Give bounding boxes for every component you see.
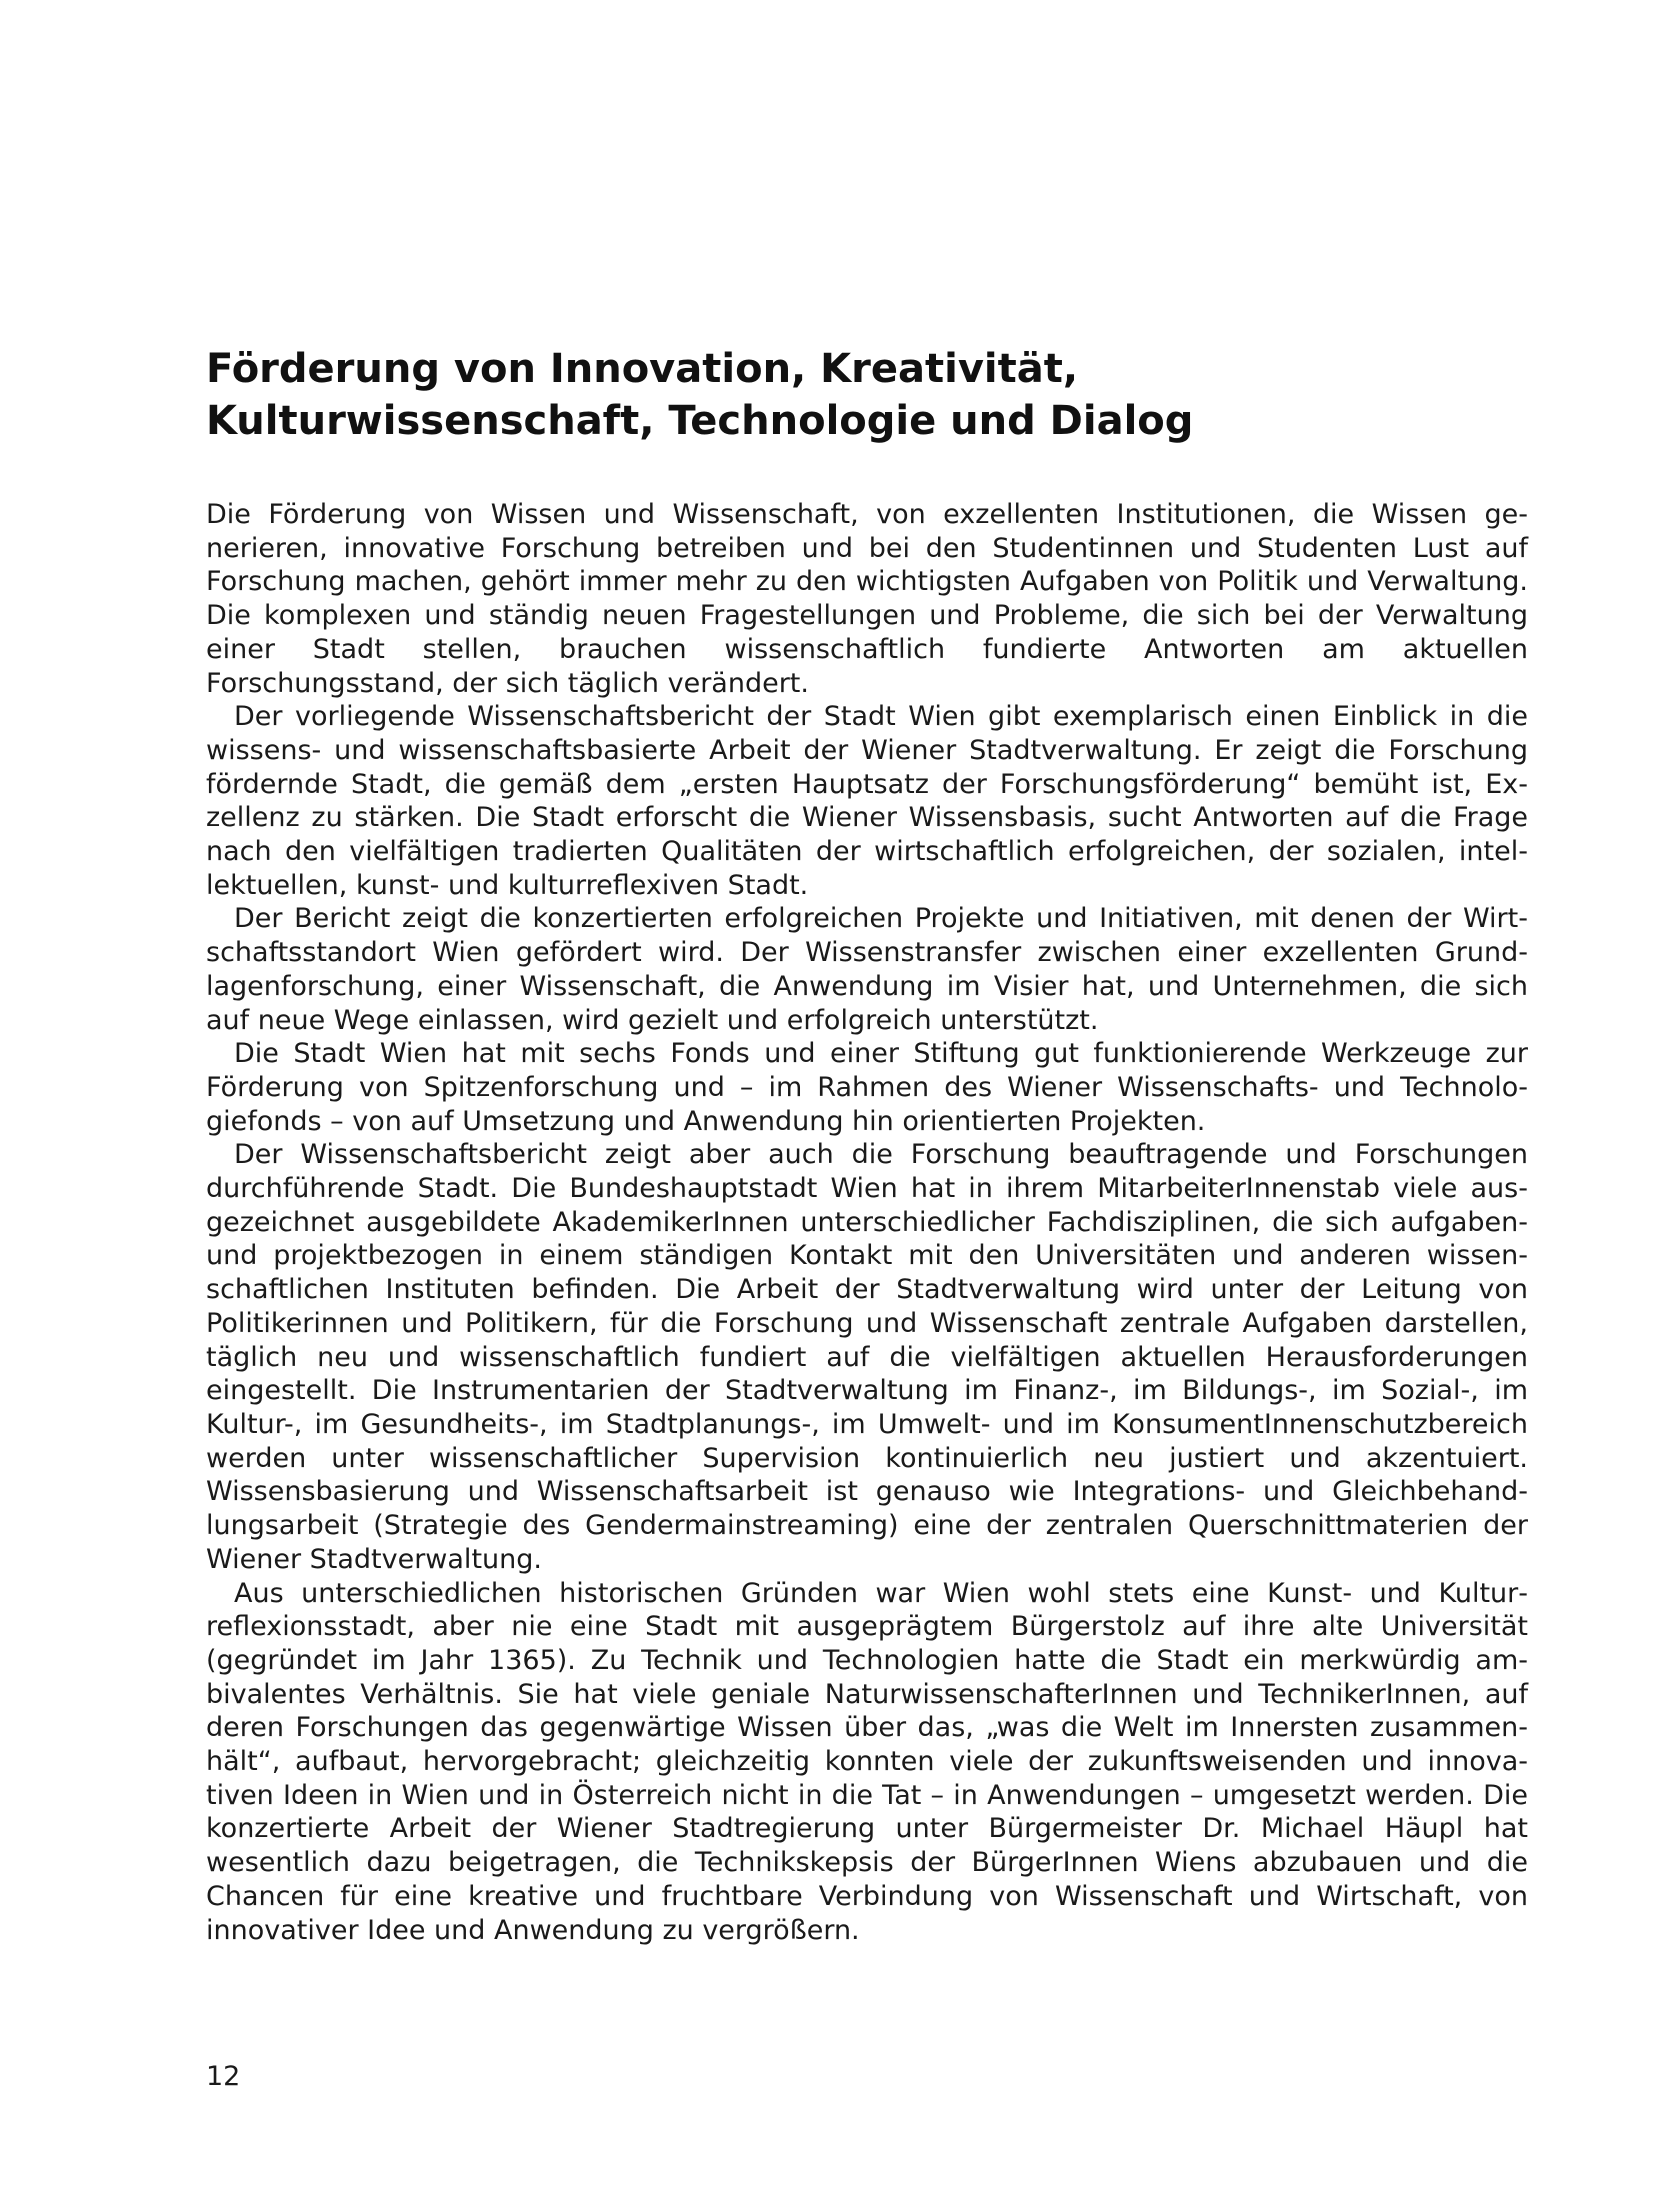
body-text [206,498,1528,1947]
paragraph-intro: Die Förderung von Wissen und Wissenschaft, von exzellenten Institutionen, die Wissen generieren, innovative Forschung betreiben und bei den Studentinnen und Studenten Lust auf Forschung machen, gehört immer mehr zu den wichtigsten Aufgaben von Politik und Verwaltung. Die komplexen und ständig neuen Fragestellungen und Probleme, die sich bei der Verwaltung einer Stadt stellen, brauchen wissenschaftlich fundierte Antworten am aktuellen Forschungsstand, der sich täglich verändert. [206,499,1528,699]
paragraph-wissenschaftsbericht: Der vorliegende Wissenschaftsbericht der Stadt Wien gibt exemplarisch einen Einblick in die wissens- und wissenschaftsbasierte Arbeit der Wiener Stadtverwaltung. Er zeigt die Forschung fördernde Stadt, die gemäß dem „ersten Hauptsatz der Forschungsförderung“ bemüht ist, Exzellenz zu stärken. Die Stadt erforscht die Wiener Wissensbasis, sucht Antworten auf die Frage nach den vielfältigen tradierten Qualitäten der wirtschaftlich erfolgreichen, der sozialen, intellektuellen, kunst- und kulturreflexiven Stadt. [206,701,1528,901]
page-title-line-2: Kulturwissenschaft, Technologie und Dialog [206,398,1194,444]
paragraph-stadtverwaltung: Der Wissenschaftsbericht zeigt aber auch die Forschung beauftragende und Forschungen durchführende Stadt. Die Bundeshauptstadt Wien hat in ihrem MitarbeiterInnenstab viele ausgezeichnet ausgebildete AkademikerInnen unterschiedlicher Fachdisziplinen, die sich aufgaben- und projektbezogen in einem ständigen Kontakt mit den Universitäten und anderen wissenschaftlichen Instituten befinden. Die Arbeit der Stadtverwaltung wird unter der Leitung von Politikerinnen und Politikern, für die Forschung und Wissenschaft zentrale Aufgaben darstellen, täglich neu und wissenschaftlich fundiert auf die vielfältigen aktuellen Herausforderungen eingestellt. Die Instrumentarien der Stadtverwaltung im Finanz-, im Bildungs-, im Sozial-, im Kultur-, im Gesundheits-, im Stadtplanungs-, im Umwelt- und im KonsumentInnenschutzbereich werden unter wissenschaftlicher Supervision kontinuierlich neu justiert und akzentuiert. Wissensbasierung und Wissenschaftsarbeit ist genauso wie Integrations- und Gleichbehandlungsarbeit (Strategie des Gendermainstreaming) eine der zentralen Querschnittmaterien der Wiener Stadtverwaltung. [206,1139,1528,1575]
page-number: 12 [206,2061,241,2092]
paragraph-geschichte: Aus unterschiedlichen historischen Gründen war Wien wohl stets eine Kunst- und Kulturreflexionsstadt, aber nie eine Stadt mit ausgeprägtem Bürgerstolz auf ihre alte Universität (gegründet im Jahr 1365). Zu Technik und Technologien hatte die Stadt ein merkwürdig ambivalentes Verhältnis. Sie hat viele geniale NaturwissenschafterInnen und TechnikerInnen, auf deren Forschungen das gegenwärtige Wissen über das, „was die Welt im Innersten zusammenhält“, aufbaut, hervorgebracht; gleichzeitig konnten viele der zukunftsweisenden und innovativen Ideen in Wien und in Österreich nicht in die Tat – in Anwendungen – umgesetzt werden. Die konzertierte Arbeit der Wiener Stadtregierung unter Bürgermeister Dr. Michael Häupl hat wesentlich dazu beigetragen, die Technikskepsis der BürgerInnen Wiens abzubauen und die Chancen für eine kreative und fruchtbare Verbindung von Wissenschaft und Wirtschaft, von innovativer Idee und Anwendung zu vergrößern. [206,1577,1528,1946]
page-title [206,343,1486,447]
page-title-line-1: Förderung von Innovation, Kreativität, [206,346,1079,392]
paragraph-fonds: Die Stadt Wien hat mit sechs Fonds und einer Stiftung gut funktionierende Werkzeuge zur Förderung von Spitzenforschung und – im Rahmen des Wiener Wissenschafts- und Technologiefonds – von auf Umsetzung und Anwendung hin orientierten Projekten. [206,1038,1528,1137]
paragraph-wirtschaftsstandort: Der Bericht zeigt die konzertierten erfolgreichen Projekte und Initiativen, mit denen der Wirtschaftsstandort Wien gefördert wird. Der Wissenstransfer zwischen einer exzellenten Grundlagenforschung, einer Wissenschaft, die Anwendung im Visier hat, und Unternehmen, die sich auf neue Wege einlassen, wird gezielt und erfolgreich unterstützt. [206,903,1528,1036]
